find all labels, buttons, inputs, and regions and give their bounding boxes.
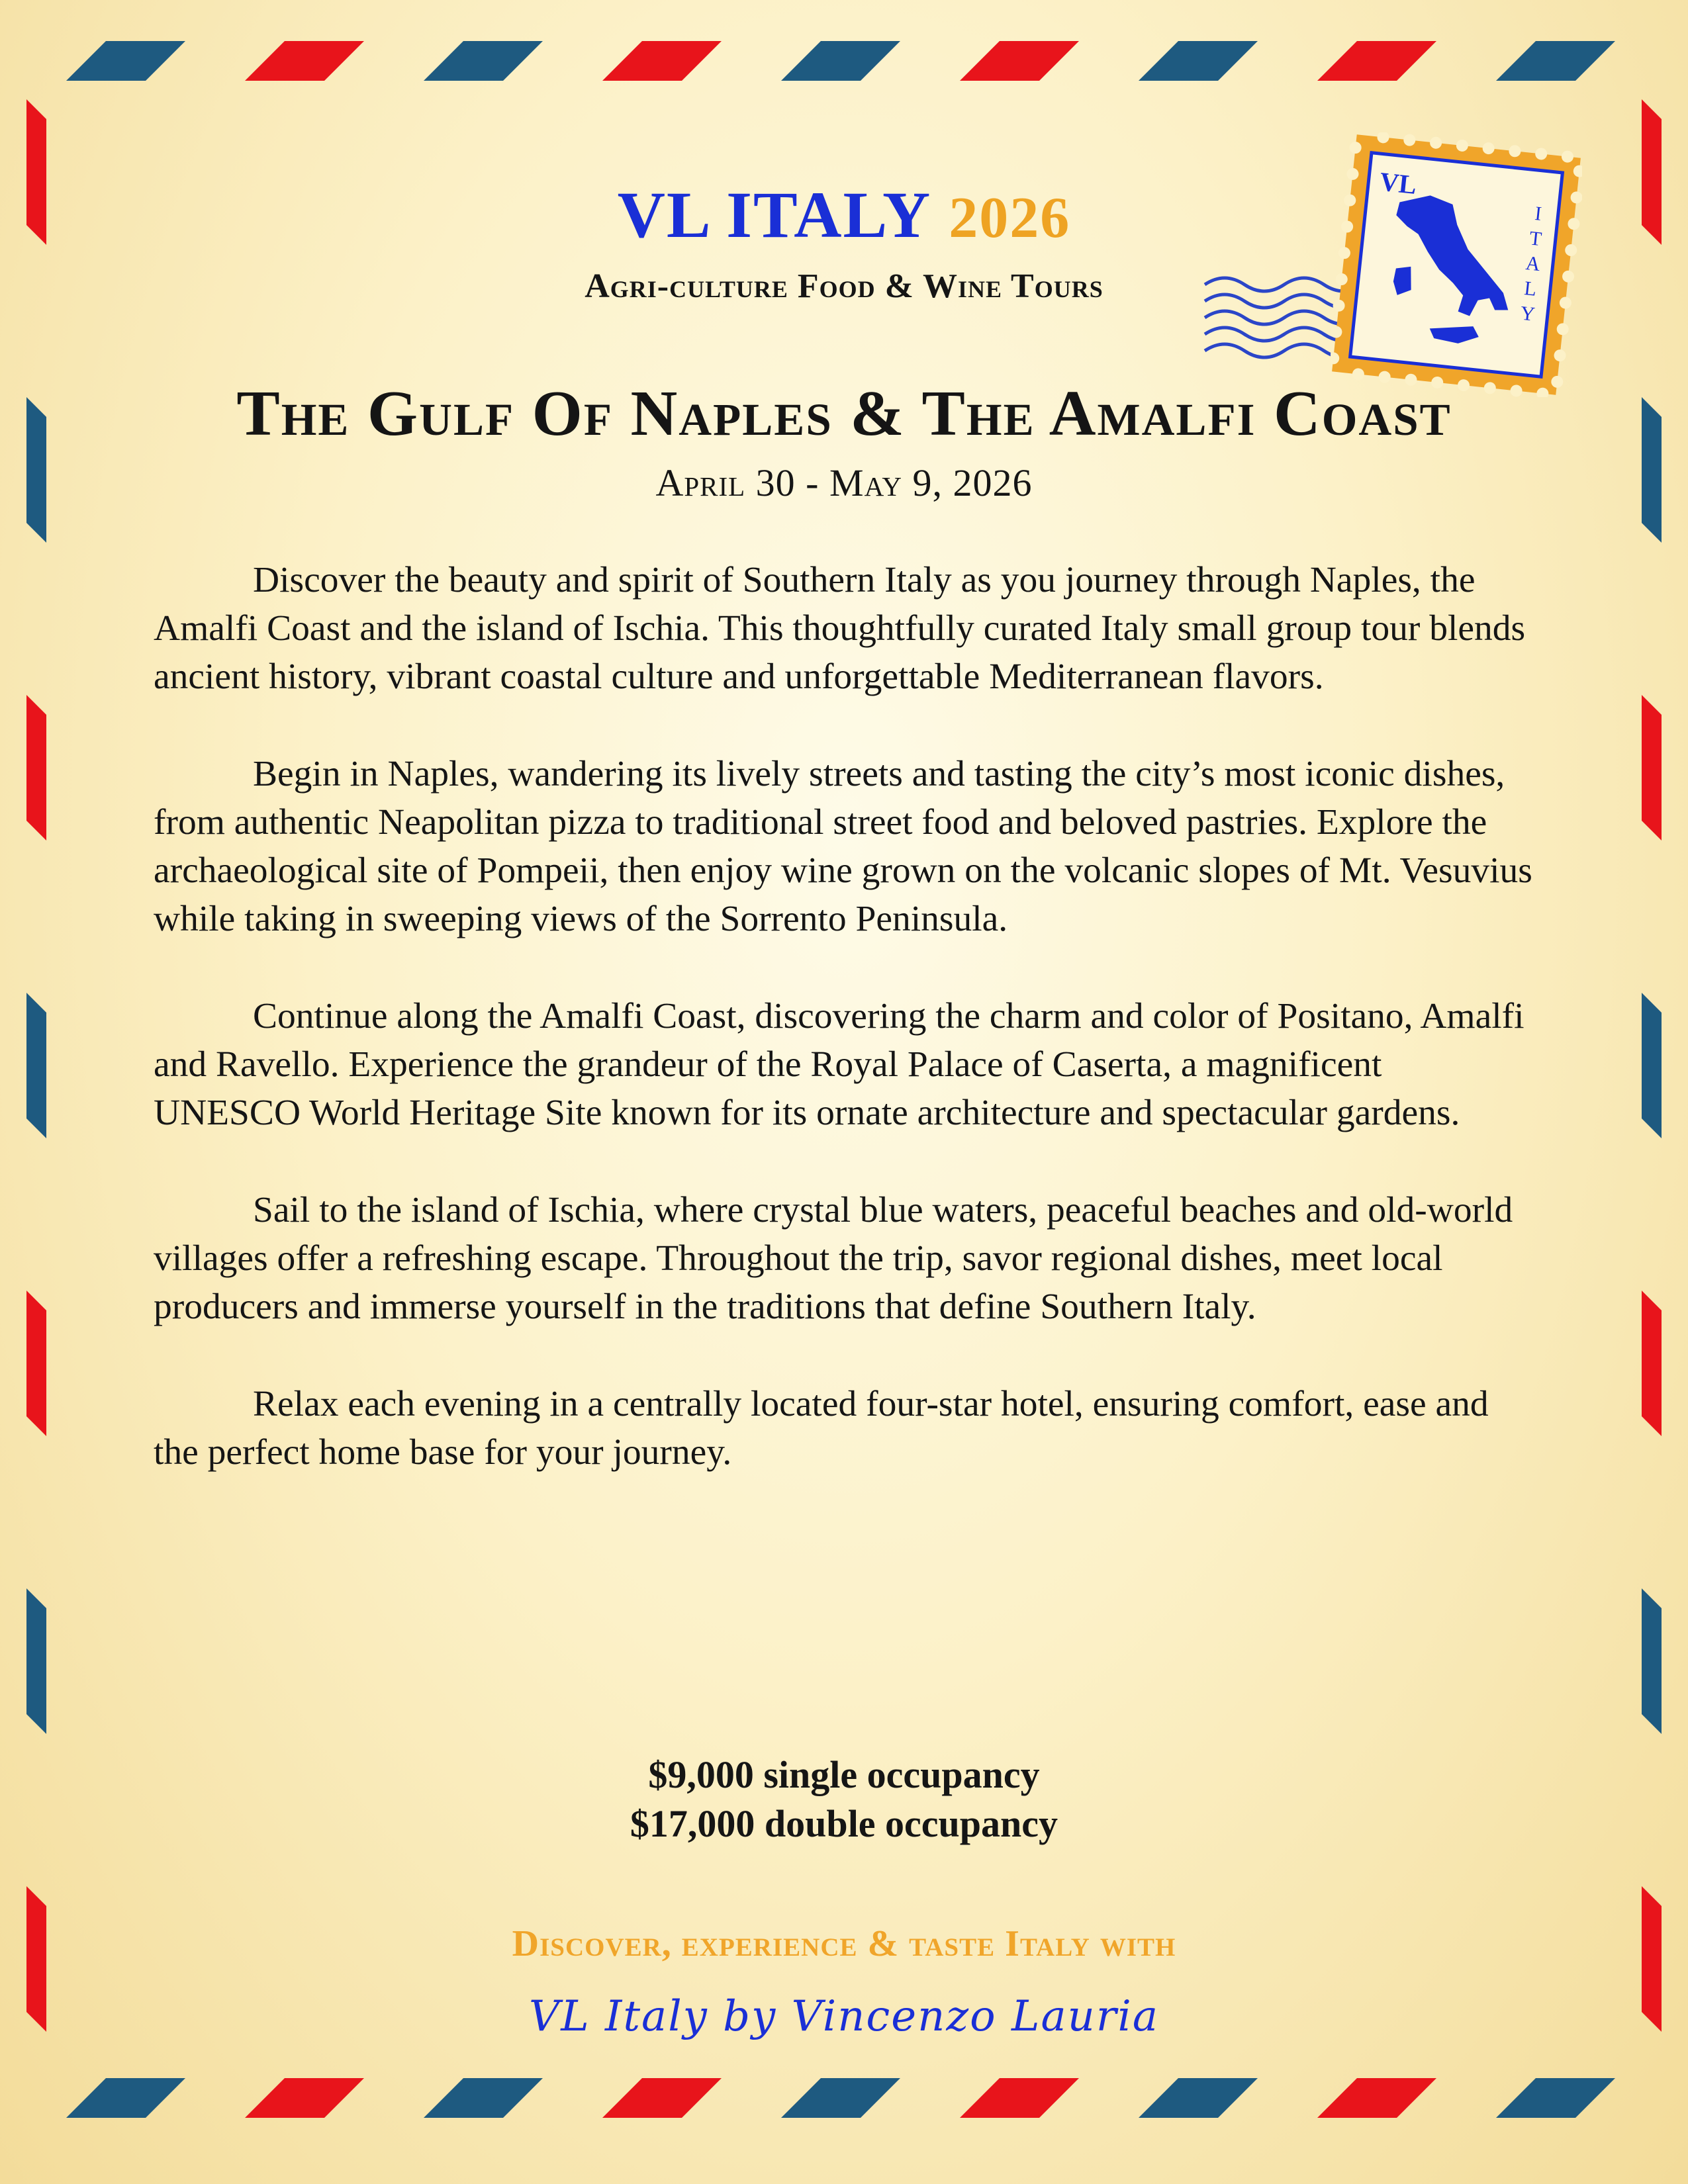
- price-single: $9,000 single occupancy: [648, 1753, 1040, 1796]
- airmail-stripe: [1317, 41, 1436, 81]
- airmail-stripe: [960, 2078, 1079, 2118]
- airmail-stripe: [26, 1291, 46, 1436]
- tour-description: [154, 556, 1537, 1525]
- airmail-stripe: [1139, 2078, 1258, 2118]
- airmail-stripe: [960, 41, 1079, 81]
- svg-text:I: I: [1534, 203, 1543, 225]
- airmail-stripe: [424, 41, 543, 81]
- svg-text:Y: Y: [1519, 302, 1536, 326]
- airmail-stripe: [245, 2078, 364, 2118]
- airmail-stripe: [781, 41, 900, 81]
- airmail-border-right: [1615, 0, 1662, 2184]
- airmail-stripe: [1317, 2078, 1436, 2118]
- airmail-stripe: [66, 41, 185, 81]
- airmail-stripe: [781, 2078, 900, 2118]
- svg-text:A: A: [1524, 252, 1542, 276]
- paragraph-hotel: Relax each evening in a centrally located four-star hotel, ensuring comfort, ease and the perfect home base for your journey.: [154, 1384, 1489, 1473]
- svg-text:VL: VL: [1378, 166, 1419, 200]
- airmail-stripe: [66, 2078, 185, 2118]
- airmail-stripe: [26, 695, 46, 841]
- paragraph-naples: Begin in Naples, wandering its lively streets and tasting the city’s most iconic dishes, from authentic Neapolitan pizza to traditional street food and beloved pastries. Explore the archaeological site of Pompeii, then enjoy wine grown on the volcanic slopes of Mt. Vesuvius while taking in sweeping views of the Sorrento Peninsula.: [154, 754, 1532, 939]
- airmail-stripe: [26, 993, 46, 1138]
- svg-text:T: T: [1528, 227, 1543, 251]
- tour-title: The Gulf Of Naples & The Amalfi Coast: [236, 378, 1452, 449]
- italy-stamp-icon: [1331, 132, 1582, 397]
- airmail-stripe: [1642, 1588, 1662, 1734]
- paragraph-amalfi: Continue along the Amalfi Coast, discovering the charm and color of Positano, Amalfi and Ravello. Experience the grandeur of the Royal Palace of Caserta, a magnificent UNESCO World Heritage Site known for its ornate architecture and spectacular gardens.: [154, 996, 1524, 1133]
- airmail-stripe: [1642, 695, 1662, 841]
- footer-tagline: Discover, experience & taste Italy with: [512, 1923, 1176, 1964]
- airmail-stripe: [602, 2078, 722, 2118]
- airmail-stripe: [1496, 41, 1615, 81]
- pricing-block: [0, 1751, 1688, 1848]
- price-double: $17,000 double occupancy: [630, 1802, 1058, 1845]
- footer-signature: VL Italy by Vincenzo Lauria: [528, 1992, 1160, 2041]
- tour-dates: April 30 - May 9, 2026: [655, 461, 1033, 504]
- airmail-border-left: [26, 0, 73, 2184]
- brand-name: VL ITALY: [617, 178, 932, 251]
- paragraph-intro: Discover the beauty and spirit of Southern Italy as you journey through Naples, the Amalfi Coast and the island of Ischia. This thoughtfully curated Italy small group tour blends ancient history, vibrant coastal culture and unforgettable Mediterranean flavors.: [154, 560, 1526, 697]
- paragraph-ischia: Sail to the island of Ischia, where crystal blue waters, peaceful beaches and old-world villages offer a refreshing escape. Throughout the trip, savor regional dishes, meet local producers and immerse yourself in the traditions that define Southern Italy.: [154, 1190, 1513, 1327]
- airmail-stripe: [1139, 41, 1258, 81]
- airmail-stripe: [602, 41, 722, 81]
- svg-text:L: L: [1523, 277, 1538, 300]
- brand-subtitle: Agri-culture Food & Wine Tours: [585, 267, 1103, 305]
- brand-year: 2026: [949, 186, 1071, 250]
- airmail-stripe: [1496, 2078, 1615, 2118]
- airmail-border-top: [0, 41, 1688, 81]
- airmail-stripe: [1642, 993, 1662, 1138]
- airmail-border-bottom: [0, 2078, 1688, 2118]
- airmail-stripe: [424, 2078, 543, 2118]
- airmail-stripe: [245, 41, 364, 81]
- airmail-stripe: [26, 1588, 46, 1734]
- airmail-stripe: [1642, 1291, 1662, 1436]
